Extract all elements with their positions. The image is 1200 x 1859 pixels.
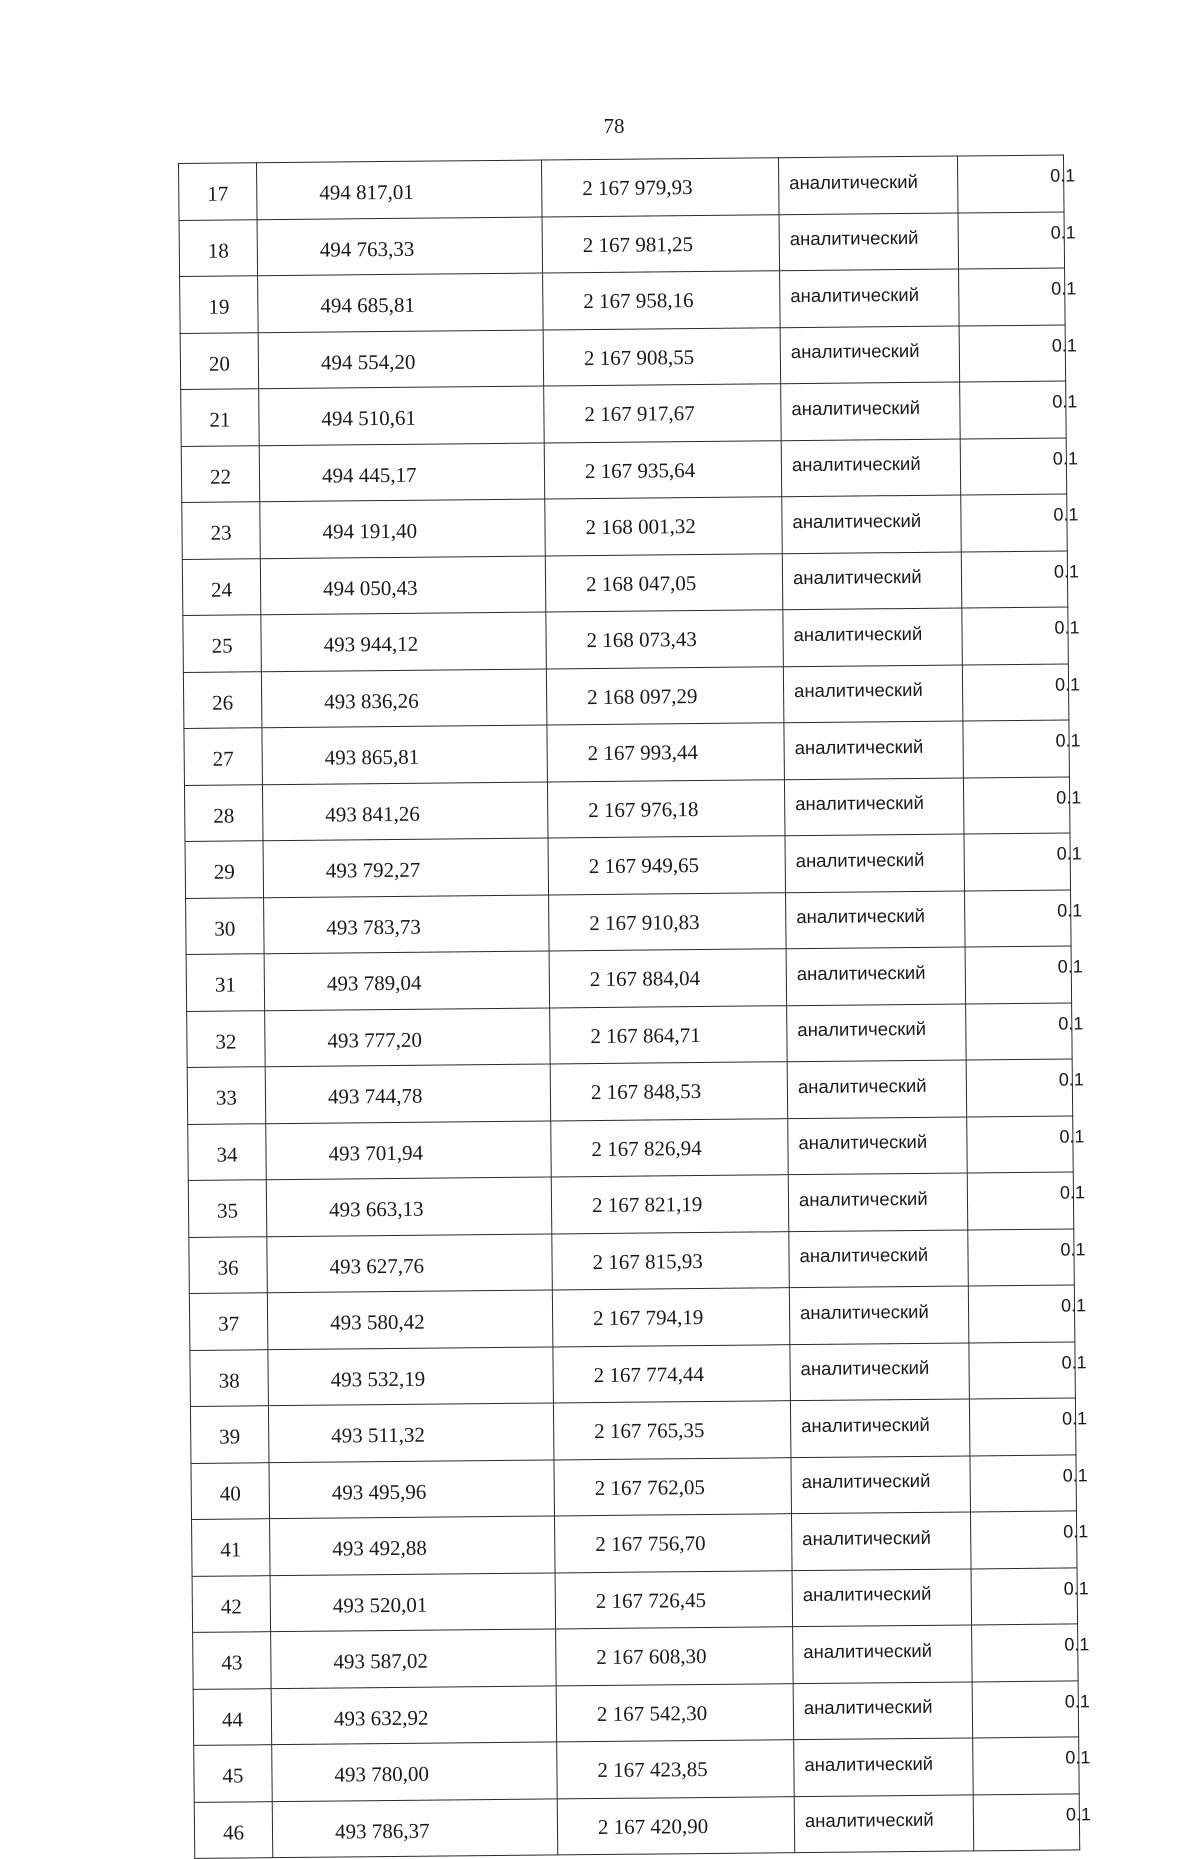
accuracy-cell: 0.1 <box>969 1398 1076 1456</box>
x-coordinate-cell: 493 944,12 <box>261 612 547 671</box>
y-coordinate-cell: 2 168 073,43 <box>546 610 784 669</box>
x-coordinate-cell: 494 510,61 <box>259 386 545 445</box>
accuracy-cell: 0.1 <box>965 946 1072 1004</box>
accuracy-cell: 0.1 <box>961 494 1068 552</box>
point-number-cell: 34 <box>188 1123 267 1180</box>
method-cell: аналитический <box>787 1060 967 1118</box>
x-coordinate-cell: 493 836,26 <box>261 668 547 727</box>
table-row <box>182 494 1068 559</box>
accuracy-cell: 0.1 <box>962 607 1069 665</box>
y-coordinate-cell: 2 167 608,30 <box>556 1627 794 1686</box>
point-number-cell: 18 <box>179 219 258 276</box>
table-row <box>179 211 1065 276</box>
page-number: 78 <box>603 114 625 138</box>
method-cell: аналитический <box>791 1455 971 1513</box>
x-coordinate-cell: 494 050,43 <box>260 555 546 614</box>
method-cell: аналитический <box>791 1512 971 1570</box>
y-coordinate-cell: 2 168 097,29 <box>546 666 784 725</box>
method-cell: аналитический <box>792 1568 972 1626</box>
accuracy-cell: 0.1 <box>957 155 1064 213</box>
x-coordinate-cell: 494 554,20 <box>258 330 544 389</box>
table-row <box>185 833 1071 898</box>
x-coordinate-cell: 493 495,96 <box>269 1459 555 1518</box>
accuracy-cell: 0.1 <box>967 1115 1074 1173</box>
accuracy-cell: 0.1 <box>970 1454 1077 1512</box>
x-coordinate-cell: 493 841,26 <box>262 781 548 840</box>
x-coordinate-cell: 493 786,37 <box>272 1798 558 1857</box>
point-number-cell: 41 <box>192 1519 271 1576</box>
y-coordinate-cell: 2 167 884,04 <box>549 949 787 1008</box>
accuracy-cell: 0.1 <box>966 1002 1073 1060</box>
table-row <box>192 1511 1078 1576</box>
table-row <box>188 1115 1074 1180</box>
x-coordinate-cell: 493 744,78 <box>265 1064 551 1123</box>
table-row <box>193 1680 1079 1745</box>
accuracy-cell: 0.1 <box>968 1285 1075 1343</box>
y-coordinate-cell: 2 167 949,65 <box>548 836 786 895</box>
accuracy-cell: 0.1 <box>972 1624 1079 1682</box>
table-row <box>183 607 1069 672</box>
y-coordinate-cell: 2 167 958,16 <box>543 271 781 330</box>
point-number-cell: 44 <box>193 1688 272 1745</box>
table-row <box>180 268 1066 333</box>
y-coordinate-cell: 2 167 864,71 <box>550 1005 788 1064</box>
point-number-cell: 26 <box>183 671 262 728</box>
x-coordinate-cell: 493 701,94 <box>266 1120 552 1179</box>
method-cell: аналитический <box>785 834 965 892</box>
accuracy-cell: 0.1 <box>971 1567 1078 1625</box>
x-coordinate-cell: 493 777,20 <box>265 1007 551 1066</box>
table-row <box>187 1059 1073 1124</box>
method-cell: аналитический <box>783 608 963 666</box>
y-coordinate-cell: 2 167 756,70 <box>555 1514 793 1573</box>
y-coordinate-cell: 2 167 981,25 <box>542 214 780 273</box>
x-coordinate-cell: 493 783,73 <box>264 894 550 953</box>
accuracy-cell: 0.1 <box>968 1228 1075 1286</box>
point-number-cell: 43 <box>193 1632 272 1689</box>
method-cell: аналитический <box>793 1681 973 1739</box>
table-row <box>184 776 1070 841</box>
point-number-cell: 17 <box>179 163 258 220</box>
x-coordinate-cell: 493 632,92 <box>271 1685 557 1744</box>
y-coordinate-cell: 2 167 762,05 <box>554 1457 792 1516</box>
point-number-cell: 35 <box>188 1180 267 1237</box>
x-coordinate-cell: 493 627,76 <box>267 1233 553 1292</box>
table-row <box>189 1228 1075 1293</box>
x-coordinate-cell: 494 191,40 <box>260 499 546 558</box>
table-row <box>192 1567 1078 1632</box>
point-number-cell: 19 <box>180 276 259 333</box>
method-cell: аналитический <box>789 1286 969 1344</box>
accuracy-cell: 0.1 <box>964 833 1071 891</box>
accuracy-cell: 0.1 <box>969 1341 1076 1399</box>
accuracy-cell: 0.1 <box>963 776 1070 834</box>
accuracy-cell: 0.1 <box>963 720 1070 778</box>
method-cell: аналитический <box>782 495 962 553</box>
point-number-cell: 46 <box>194 1801 273 1858</box>
table-row <box>186 946 1072 1011</box>
accuracy-cell: 0.1 <box>973 1793 1080 1851</box>
accuracy-cell: 0.1 <box>965 889 1072 947</box>
table-row <box>183 663 1069 728</box>
table-row <box>190 1398 1076 1463</box>
accuracy-cell: 0.1 <box>962 663 1069 721</box>
method-cell: аналитический <box>781 382 961 440</box>
table-row <box>179 155 1065 220</box>
point-number-cell: 27 <box>184 728 263 785</box>
method-cell: аналитический <box>788 1116 968 1174</box>
method-cell: аналитический <box>794 1738 974 1796</box>
x-coordinate-cell: 493 520,01 <box>270 1572 556 1631</box>
x-coordinate-cell: 494 445,17 <box>259 442 545 501</box>
x-coordinate-cell: 493 780,00 <box>272 1742 558 1801</box>
point-number-cell: 21 <box>181 389 260 446</box>
point-number-cell: 24 <box>182 558 261 615</box>
y-coordinate-cell: 2 167 815,93 <box>552 1231 790 1290</box>
point-number-cell: 33 <box>187 1067 266 1124</box>
y-coordinate-cell: 2 167 542,30 <box>556 1683 794 1742</box>
x-coordinate-cell: 493 492,88 <box>270 1516 556 1575</box>
y-coordinate-cell: 2 167 917,67 <box>544 384 782 443</box>
accuracy-cell: 0.1 <box>961 550 1068 608</box>
accuracy-cell: 0.1 <box>960 437 1067 495</box>
table-row <box>181 381 1067 446</box>
table-row <box>189 1285 1075 1350</box>
table-row <box>194 1737 1080 1802</box>
point-number-cell: 22 <box>181 445 260 502</box>
y-coordinate-cell: 2 167 979,93 <box>541 158 779 217</box>
y-coordinate-cell: 2 167 765,35 <box>553 1401 791 1460</box>
y-coordinate-cell: 2 168 001,32 <box>545 497 783 556</box>
x-coordinate-cell: 493 663,13 <box>266 1177 552 1236</box>
x-coordinate-cell: 493 580,42 <box>267 1290 553 1349</box>
table-row <box>187 1002 1073 1067</box>
x-coordinate-cell: 494 763,33 <box>257 217 543 276</box>
table-row <box>184 720 1070 785</box>
coordinates-table-container <box>178 154 1092 1858</box>
x-coordinate-cell: 493 532,19 <box>268 1346 554 1405</box>
y-coordinate-cell: 2 167 976,18 <box>547 779 785 838</box>
y-coordinate-cell: 2 167 826,94 <box>551 1118 789 1177</box>
table-row <box>180 324 1066 389</box>
point-number-cell: 28 <box>184 784 263 841</box>
method-cell: аналитический <box>787 1003 967 1061</box>
table-row <box>190 1341 1076 1406</box>
method-cell: аналитический <box>790 1342 970 1400</box>
y-coordinate-cell: 2 167 774,44 <box>553 1344 791 1403</box>
table-row <box>194 1793 1080 1858</box>
method-cell: аналитический <box>786 890 966 948</box>
coordinates-table <box>178 154 1092 1858</box>
method-cell: аналитический <box>786 947 966 1005</box>
y-coordinate-cell: 2 167 420,90 <box>557 1796 795 1855</box>
method-cell: аналитический <box>783 664 963 722</box>
x-coordinate-cell: 493 587,02 <box>271 1629 557 1688</box>
method-cell: аналитический <box>784 721 964 779</box>
method-cell: аналитический <box>789 1229 969 1287</box>
point-number-cell: 31 <box>186 954 265 1011</box>
table-row <box>188 1172 1074 1237</box>
method-cell: аналитический <box>784 777 964 835</box>
x-coordinate-cell: 493 511,32 <box>268 1403 554 1462</box>
y-coordinate-cell: 2 168 047,05 <box>545 553 783 612</box>
accuracy-cell: 0.1 <box>973 1737 1080 1795</box>
point-number-cell: 40 <box>191 1462 270 1519</box>
x-coordinate-cell: 493 792,27 <box>263 838 549 897</box>
table-row <box>181 437 1067 502</box>
point-number-cell: 36 <box>189 1236 268 1293</box>
method-cell: аналитический <box>779 213 959 271</box>
x-coordinate-cell: 493 789,04 <box>264 951 550 1010</box>
x-coordinate-cell: 493 865,81 <box>262 725 548 784</box>
method-cell: аналитический <box>790 1399 970 1457</box>
point-number-cell: 30 <box>186 897 265 954</box>
y-coordinate-cell: 2 167 423,85 <box>557 1740 795 1799</box>
point-number-cell: 37 <box>189 1293 268 1350</box>
method-cell: аналитический <box>780 326 960 384</box>
y-coordinate-cell: 2 167 821,19 <box>551 1175 789 1234</box>
point-number-cell: 23 <box>182 502 261 559</box>
accuracy-cell: 0.1 <box>972 1680 1079 1738</box>
table-row <box>182 550 1068 615</box>
y-coordinate-cell: 2 167 993,44 <box>547 723 785 782</box>
x-coordinate-cell: 494 685,81 <box>258 273 544 332</box>
method-cell: аналитический <box>778 156 958 214</box>
method-cell: аналитический <box>793 1625 973 1683</box>
table-row <box>186 889 1072 954</box>
accuracy-cell: 0.1 <box>960 381 1067 439</box>
point-number-cell: 38 <box>190 1349 269 1406</box>
point-number-cell: 45 <box>194 1745 273 1802</box>
y-coordinate-cell: 2 167 910,83 <box>549 892 787 951</box>
method-cell: аналитический <box>782 551 962 609</box>
accuracy-cell: 0.1 <box>970 1511 1077 1569</box>
accuracy-cell: 0.1 <box>959 324 1066 382</box>
x-coordinate-cell: 494 817,01 <box>257 160 543 219</box>
accuracy-cell: 0.1 <box>967 1172 1074 1230</box>
method-cell: аналитический <box>781 439 961 497</box>
accuracy-cell: 0.1 <box>958 211 1065 269</box>
point-number-cell: 29 <box>185 841 264 898</box>
point-number-cell: 32 <box>187 1010 266 1067</box>
accuracy-cell: 0.1 <box>966 1059 1073 1117</box>
point-number-cell: 25 <box>183 615 262 672</box>
table-row <box>191 1454 1077 1519</box>
y-coordinate-cell: 2 167 848,53 <box>550 1062 788 1121</box>
table-row <box>193 1624 1079 1689</box>
point-number-cell: 39 <box>190 1406 269 1463</box>
method-cell: аналитический <box>788 1173 968 1231</box>
y-coordinate-cell: 2 167 935,64 <box>544 440 782 499</box>
method-cell: аналитический <box>780 269 960 327</box>
y-coordinate-cell: 2 167 794,19 <box>552 1288 790 1347</box>
coordinates-table-body <box>179 155 1092 1858</box>
y-coordinate-cell: 2 167 726,45 <box>555 1570 793 1629</box>
point-number-cell: 42 <box>192 1575 271 1632</box>
y-coordinate-cell: 2 167 908,55 <box>543 327 781 386</box>
point-number-cell: 20 <box>180 332 259 389</box>
accuracy-cell: 0.1 <box>959 268 1066 326</box>
method-cell: аналитический <box>794 1794 974 1852</box>
